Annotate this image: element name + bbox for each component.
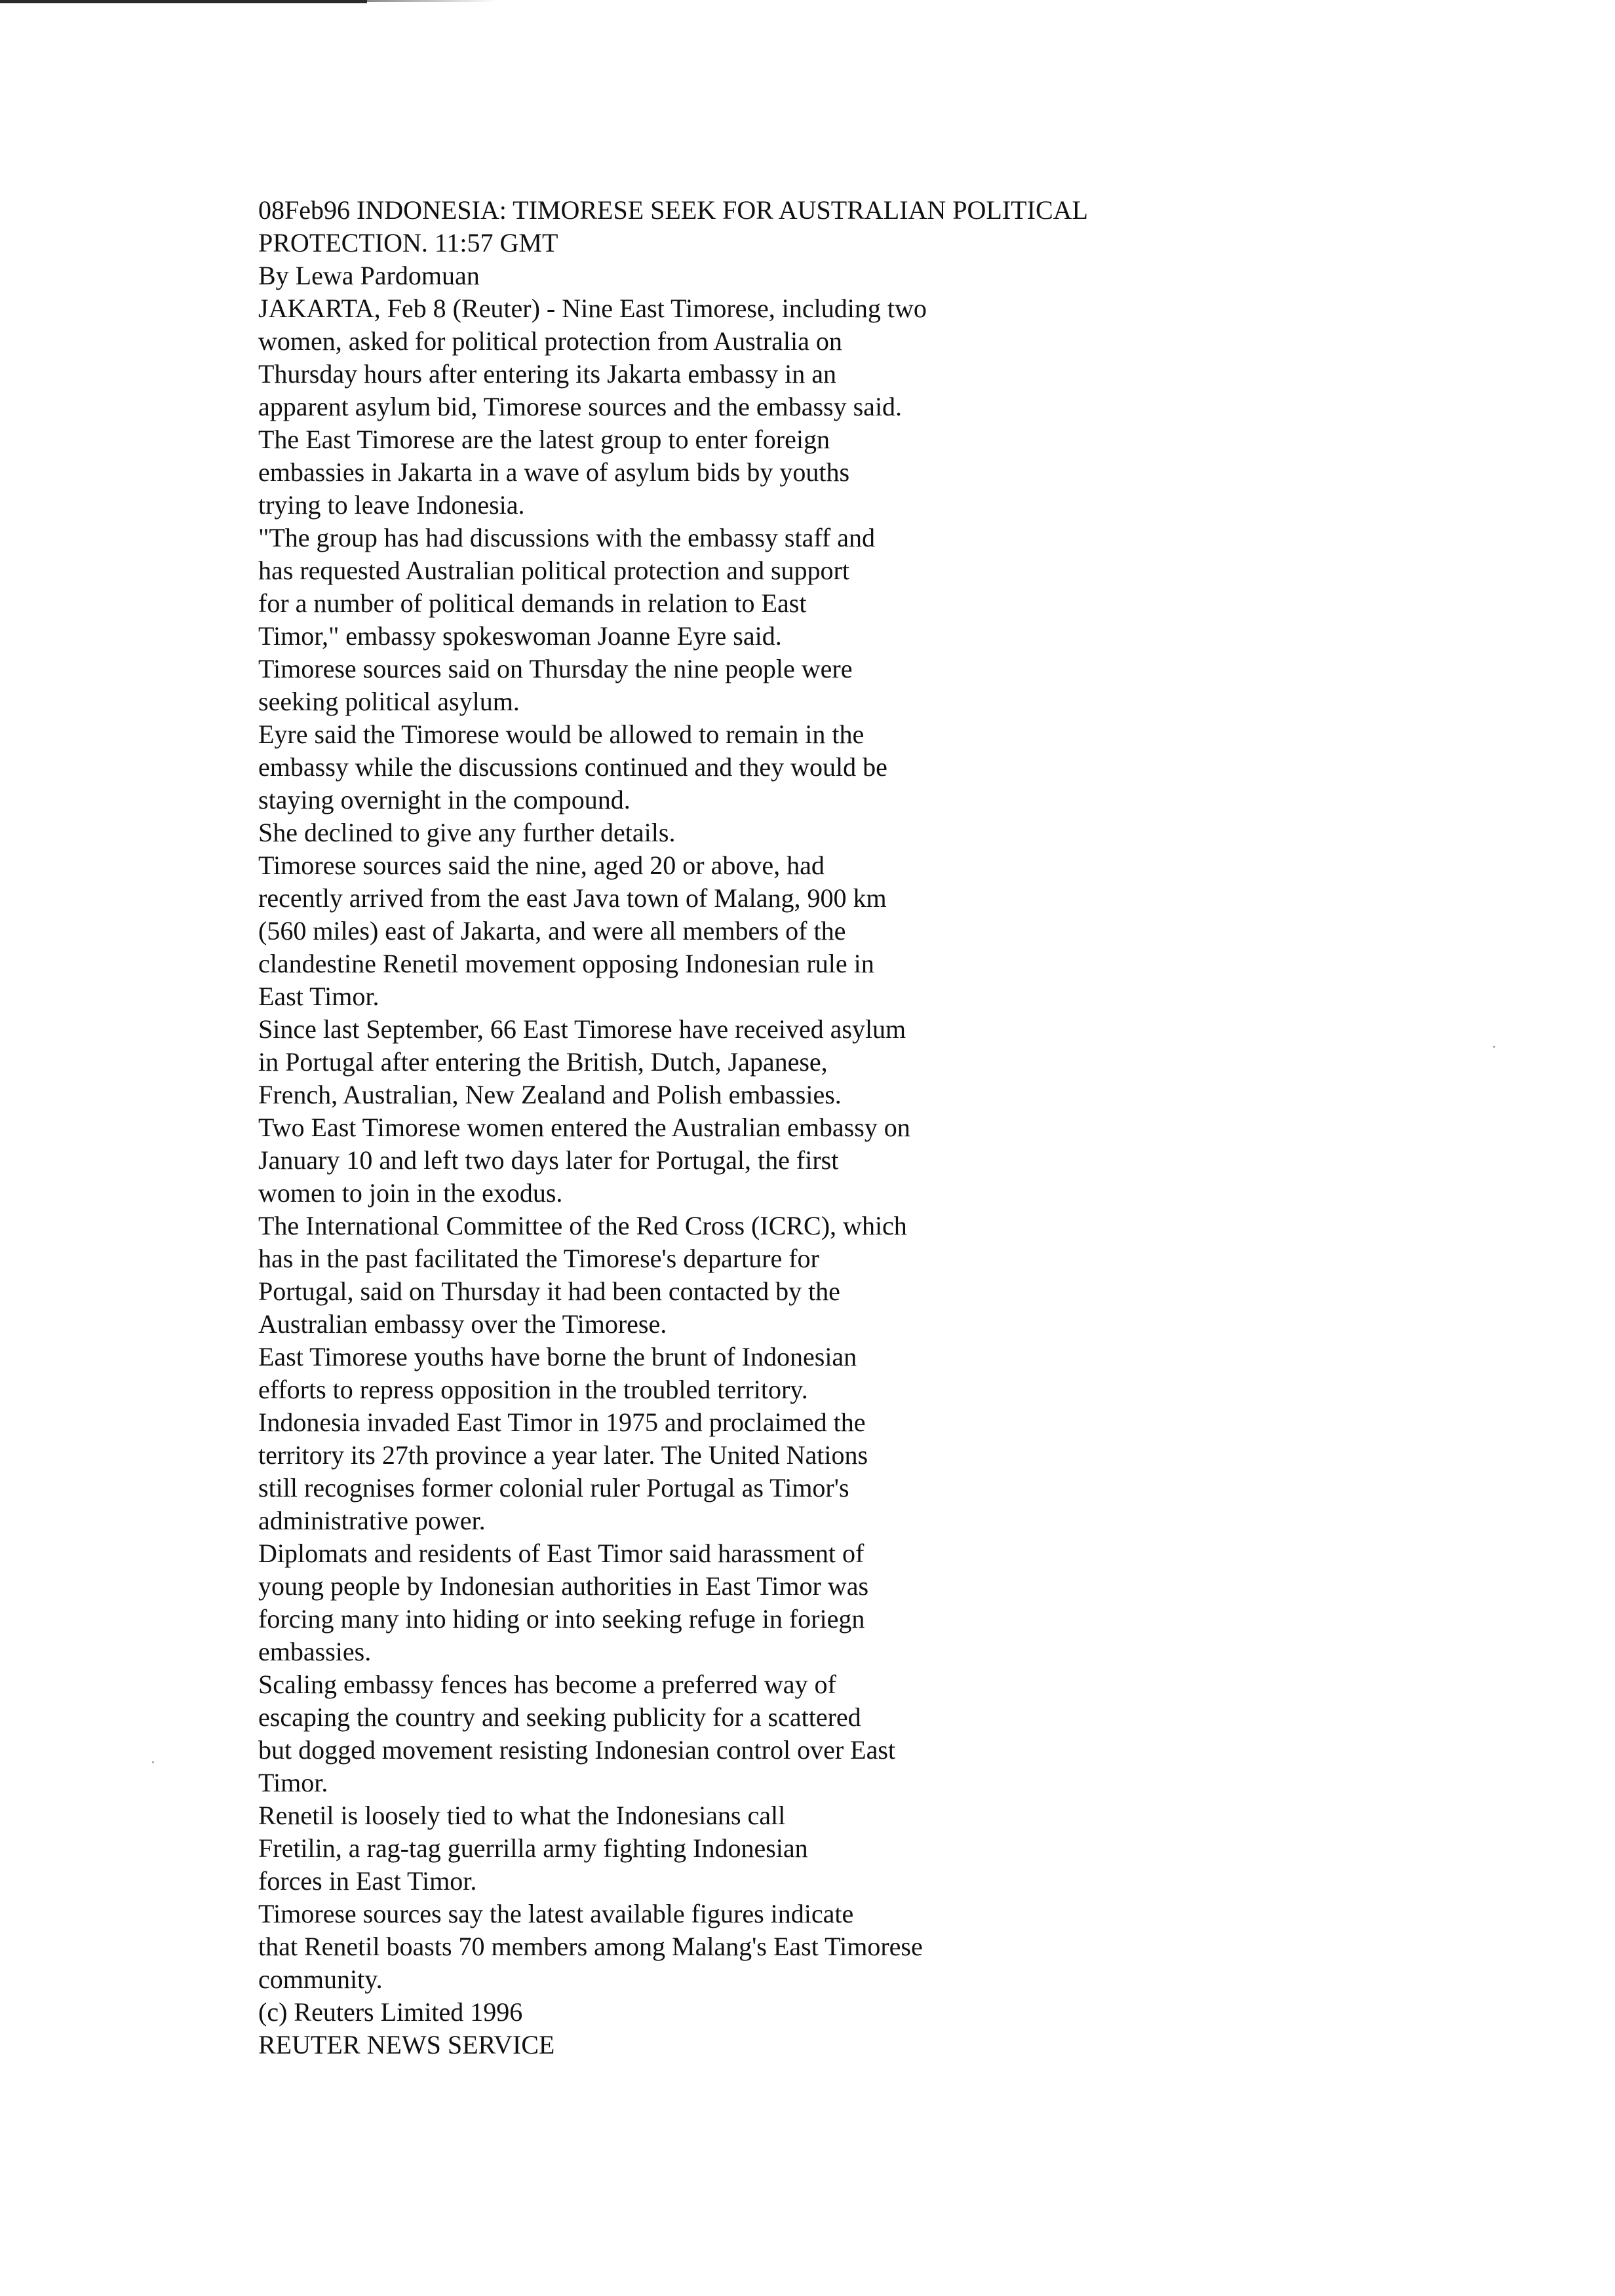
article-line: embassy while the discussions continued and they would be [258, 752, 887, 782]
article-line: forcing many into hiding or into seeking refuge in foriegn [258, 1604, 865, 1634]
article-line: East Timor. [258, 982, 379, 1011]
scan-top-edge [0, 0, 367, 3]
article-line: Since last September, 66 East Timorese have received asylum [258, 1014, 906, 1044]
article-line: Portugal, said on Thursday it had been contacted by the [258, 1276, 840, 1306]
article-line: women, asked for political protection from Australia on [258, 326, 842, 356]
article-line: has requested Australian political protection and support [258, 556, 849, 585]
article-line: staying overnight in the compound. [258, 785, 631, 814]
article-line: clandestine Renetil movement opposing Indonesian rule in [258, 949, 874, 978]
article-line: community. [258, 1964, 383, 1994]
article-line: for a number of political demands in relation to East [258, 588, 807, 618]
article-line: Two East Timorese women entered the Australian embassy on [258, 1113, 910, 1142]
article-line: Fretilin, a rag-tag guerrilla army fighting Indonesian [258, 1833, 808, 1863]
article-line: Timor. [258, 1768, 328, 1797]
article-line: forces in East Timor. [258, 1866, 477, 1896]
article-line: The International Committee of the Red Cross (ICRC), which [258, 1211, 907, 1240]
article-line: territory its 27th province a year later. The United Nations [258, 1440, 868, 1470]
article-line: trying to leave Indonesia. [258, 490, 525, 520]
article-line: Eyre said the Timorese would be allowed to remain in the [258, 719, 865, 749]
article-line: REUTER NEWS SERVICE [258, 2030, 555, 2059]
article-line: Scaling embassy fences has become a preferred way of [258, 1670, 836, 1699]
article-line: women to join in the exodus. [258, 1178, 563, 1208]
article-line: recently arrived from the east Java town of Malang, 900 km [258, 883, 887, 913]
article-line: seeking political asylum. [258, 687, 520, 716]
article-line: efforts to repress opposition in the troubled territory. [258, 1375, 808, 1404]
article-line: East Timorese youths have borne the brunt of Indonesian [258, 1342, 857, 1371]
scan-speck [152, 1761, 154, 1763]
article-line: escaping the country and seeking publicity for a scattered [258, 1702, 861, 1732]
article-line: (c) Reuters Limited 1996 [258, 1997, 523, 2027]
article-line: (560 miles) east of Jakarta, and were all members of the [258, 916, 846, 946]
article-line: but dogged movement resisting Indonesian control over East [258, 1735, 896, 1765]
news-article [258, 194, 1228, 2061]
article-line: Timorese sources say the latest available figures indicate [258, 1899, 854, 1928]
article-line: Australian embassy over the Timorese. [258, 1309, 667, 1339]
article-line: She declined to give any further details. [258, 818, 676, 847]
headline-line: 08Feb96 INDONESIA: TIMORESE SEEK FOR AUSTRALIAN POLITICAL [258, 195, 1088, 225]
article-line: PROTECTION. 11:57 GMT [258, 228, 558, 258]
article-line: Indonesia invaded East Timor in 1975 and proclaimed the [258, 1407, 866, 1437]
article-line: Timor," embassy spokeswoman Joanne Eyre said. [258, 621, 782, 651]
article-line: Timorese sources said the nine, aged 20 or above, had [258, 851, 825, 880]
article-line: Diplomats and residents of East Timor said harassment of [258, 1539, 865, 1568]
scan-top-edge-fade [367, 0, 498, 2]
article-line: JAKARTA, Feb 8 (Reuter) - Nine East Timorese, including two [258, 294, 927, 323]
article-line: Thursday hours after entering its Jakarta embassy in an [258, 359, 836, 389]
article-line: By Lewa Pardomuan [258, 261, 480, 290]
article-line: embassies in Jakarta in a wave of asylum bids by youths [258, 457, 850, 487]
article-line: young people by Indonesian authorities in East Timor was [258, 1571, 869, 1601]
article-line: embassies. [258, 1637, 372, 1666]
article-line: French, Australian, New Zealand and Polish embassies. [258, 1080, 842, 1109]
article-line: still recognises former colonial ruler Portugal as Timor's [258, 1473, 849, 1502]
article-line: apparent asylum bid, Timorese sources and the embassy said. [258, 392, 903, 421]
article-line: "The group has had discussions with the embassy staff and [258, 523, 875, 552]
article-line: Timorese sources said on Thursday the nine people were [258, 654, 853, 683]
article-line: January 10 and left two days later for Portugal, the first [258, 1145, 839, 1175]
article-line: Renetil is loosely tied to what the Indonesians call [258, 1801, 786, 1830]
article-line: has in the past facilitated the Timorese's departure for [258, 1244, 819, 1273]
article-line: that Renetil boasts 70 members among Malang's East Timorese [258, 1932, 923, 1961]
article-line: in Portugal after entering the British, Dutch, Japanese, [258, 1047, 828, 1077]
article-line: administrative power. [258, 1506, 486, 1535]
article-line: The East Timorese are the latest group to enter foreign [258, 425, 830, 454]
scan-speck [1493, 1046, 1495, 1048]
